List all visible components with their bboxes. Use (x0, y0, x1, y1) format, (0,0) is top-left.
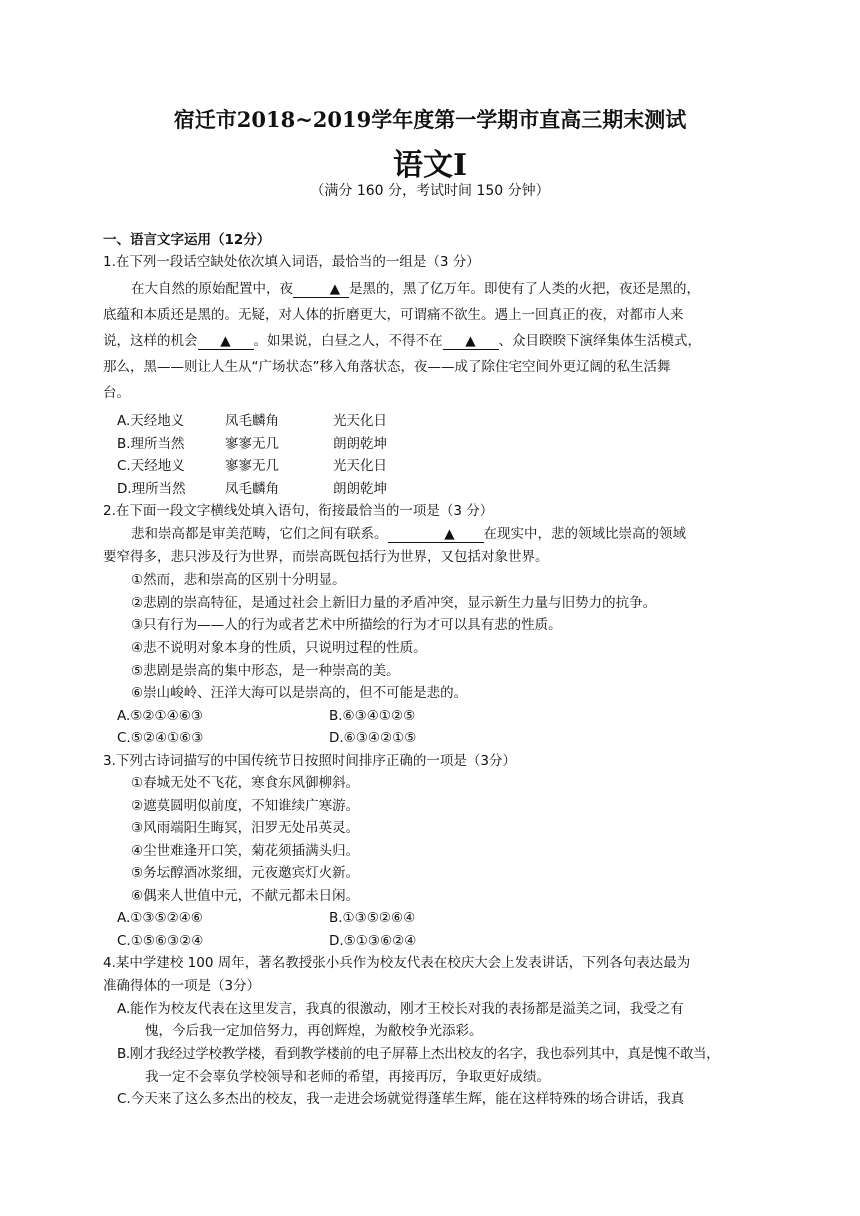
poem-item: ①春城无处不飞花，寒食东风御柳斜。 (131, 775, 360, 791)
option-word: 寥寥无几 (225, 458, 279, 474)
question-3-stem: 3.下列古诗词描写的中国传统节日按照时间排序正确的一项是（3分） (103, 753, 516, 769)
sentence-item: ⑤悲剧是崇高的集中形态，是一种崇高的美。 (131, 663, 400, 679)
option-a-text: A.能作为校友代表在这里发言，我真的很激动，刚才王校长对我的表扬都是溢美之词，我受之有 (117, 1001, 684, 1017)
option-row (117, 707, 777, 725)
option-c: C.⑤②④①⑥③ (117, 730, 204, 746)
sentence-item: ④悲不说明对象本身的性质，只说明过程的性质。 (131, 640, 427, 656)
answer-blank: ▲ (293, 282, 349, 298)
option-d: D.⑥③④②①⑤ (329, 730, 417, 746)
option-b-text: 我一定不会辜负学校领导和老师的希望，再接再厉，争取更好成绩。 (145, 1069, 550, 1085)
question-1-passage-line: 那么，黑——则让人生从“广场状态”移入角落状态，夜——成了除住宅空间外更辽阔的私生活舞 (103, 359, 671, 375)
passage-text: 是黑的，黑了亿万年。即使有了人类的火把，夜还是黑的， (349, 281, 700, 297)
option-word: 寥寥无几 (225, 436, 279, 452)
poem-item: ③风雨端阳生晦冥，汨罗无处吊英灵。 (131, 820, 360, 836)
question-1-passage-line (103, 280, 763, 298)
question-1-stem: 1.在下列一段话空缺处依次填入词语，最恰当的一组是（3 分） (103, 254, 480, 270)
passage-text: 在大自然的原始配置中，夜 (131, 281, 293, 297)
sentence-item: ⑥崇山峻岭、汪洋大海可以是崇高的，但不可能是悲的。 (131, 685, 468, 701)
poem-item: ④尘世难逢开口笑，菊花须插满头归。 (131, 843, 360, 859)
exam-title: 宿迁市2018~2019学年度第一学期市直高三期末测试 (173, 107, 687, 132)
sentence-item: ③只有行为——人的行为或者艺术中所描绘的行为才可以具有悲的性质。 (131, 617, 562, 633)
option-row (117, 909, 777, 927)
passage-text: 说，这样的机会 (103, 333, 198, 349)
option-row (117, 480, 777, 498)
option-word: 凤毛麟角 (225, 413, 279, 429)
section-heading: 一、语言文字运用（12分） (103, 232, 271, 248)
question-2-passage-line: 要窄得多，悲只涉及行为世界，而崇高既包括行为世界，又包括对象世界。 (103, 549, 549, 565)
option-row (117, 729, 777, 747)
option-a: A.⑤②①④⑥③ (117, 708, 203, 724)
option-b: B.①③⑤②⑥④ (329, 910, 416, 926)
option-word: 光天化日 (333, 413, 387, 429)
option-b-text: B.刚才我经过学校教学楼，看到教学楼前的电子屏幕上杰出校友的名字，我也忝列其中，真是愧不敢当， (117, 1046, 720, 1062)
option-a: A.①③⑤②④⑥ (117, 910, 203, 926)
option-word: 朗朗乾坤 (333, 436, 387, 452)
question-4-stem: 准确得体的一项是（3分） (103, 978, 261, 994)
question-4-stem: 4.某中学建校 100 周年，著名教授张小兵作为校友代表在校庆大会上发表讲话，下列各句表达最为 (103, 955, 691, 971)
option-d: D.⑤①③⑥②④ (329, 933, 417, 949)
option-word: A.天经地义 (117, 413, 185, 429)
option-word: B.理所当然 (117, 436, 185, 452)
option-word: C.天经地义 (117, 458, 185, 474)
question-1-passage-line: 台。 (103, 385, 130, 401)
exam-note: （满分 160 分，考试时间 150 分钟） (310, 183, 550, 199)
sentence-item: ②悲剧的崇高特征，是通过社会上新旧力量的矛盾冲突，显示新生力量与旧势力的抗争。 (131, 595, 657, 611)
option-c-text: C.今天来了这么多杰出的校友，我一走进会场就觉得蓬荜生辉，能在这样特殊的场合讲话，我真 (117, 1091, 685, 1107)
answer-blank: ▲ (443, 334, 499, 350)
option-word: 凤毛麟角 (225, 481, 279, 497)
passage-text: 、众目睽睽下演绎集体生活模式， (498, 333, 701, 349)
passage-text: 。如果说，白昼之人，不得不在 (253, 333, 443, 349)
option-row (117, 457, 777, 475)
option-a-text: 愧，今后我一定加倍努力，再创辉煌，为敝校争光添彩。 (145, 1023, 483, 1039)
question-2-passage-line (103, 525, 763, 543)
answer-blank: ▲ (388, 527, 484, 543)
poem-item: ②遮莫圆明似前度，不知谁续广寒游。 (131, 798, 360, 814)
question-2-stem: 2.在下面一段文字横线处填入语句，衔接最恰当的一项是（3 分） (103, 503, 494, 519)
question-1-passage-line: 底蕴和本质还是黑的。无疑，对人体的折磨更大，可谓痛不欲生。遇上一回真正的夜，对都市人来 (103, 307, 684, 323)
option-row (117, 932, 777, 950)
passage-text: 悲和崇高都是审美范畴，它们之间有联系。 (131, 526, 388, 542)
answer-blank: ▲ (198, 334, 254, 350)
option-word: 朗朗乾坤 (333, 481, 387, 497)
question-1-passage-line (103, 332, 763, 350)
option-word: D.理所当然 (117, 481, 186, 497)
subject-title: 语文I (392, 148, 468, 183)
poem-item: ⑥偶来人世值中元，不献元都未日闲。 (131, 888, 360, 904)
option-word: 光天化日 (333, 458, 387, 474)
option-b: B.⑥③④①②⑤ (329, 708, 416, 724)
passage-text: 在现实中，悲的领域比崇高的领域 (483, 526, 686, 542)
poem-item: ⑤务坛醇酒冰浆细，元夜邀宾灯火新。 (131, 865, 360, 881)
option-row (117, 435, 777, 453)
sentence-item: ①然而，悲和崇高的区别十分明显。 (131, 572, 346, 588)
option-row (117, 412, 777, 430)
option-c: C.①⑤⑥③②④ (117, 933, 204, 949)
